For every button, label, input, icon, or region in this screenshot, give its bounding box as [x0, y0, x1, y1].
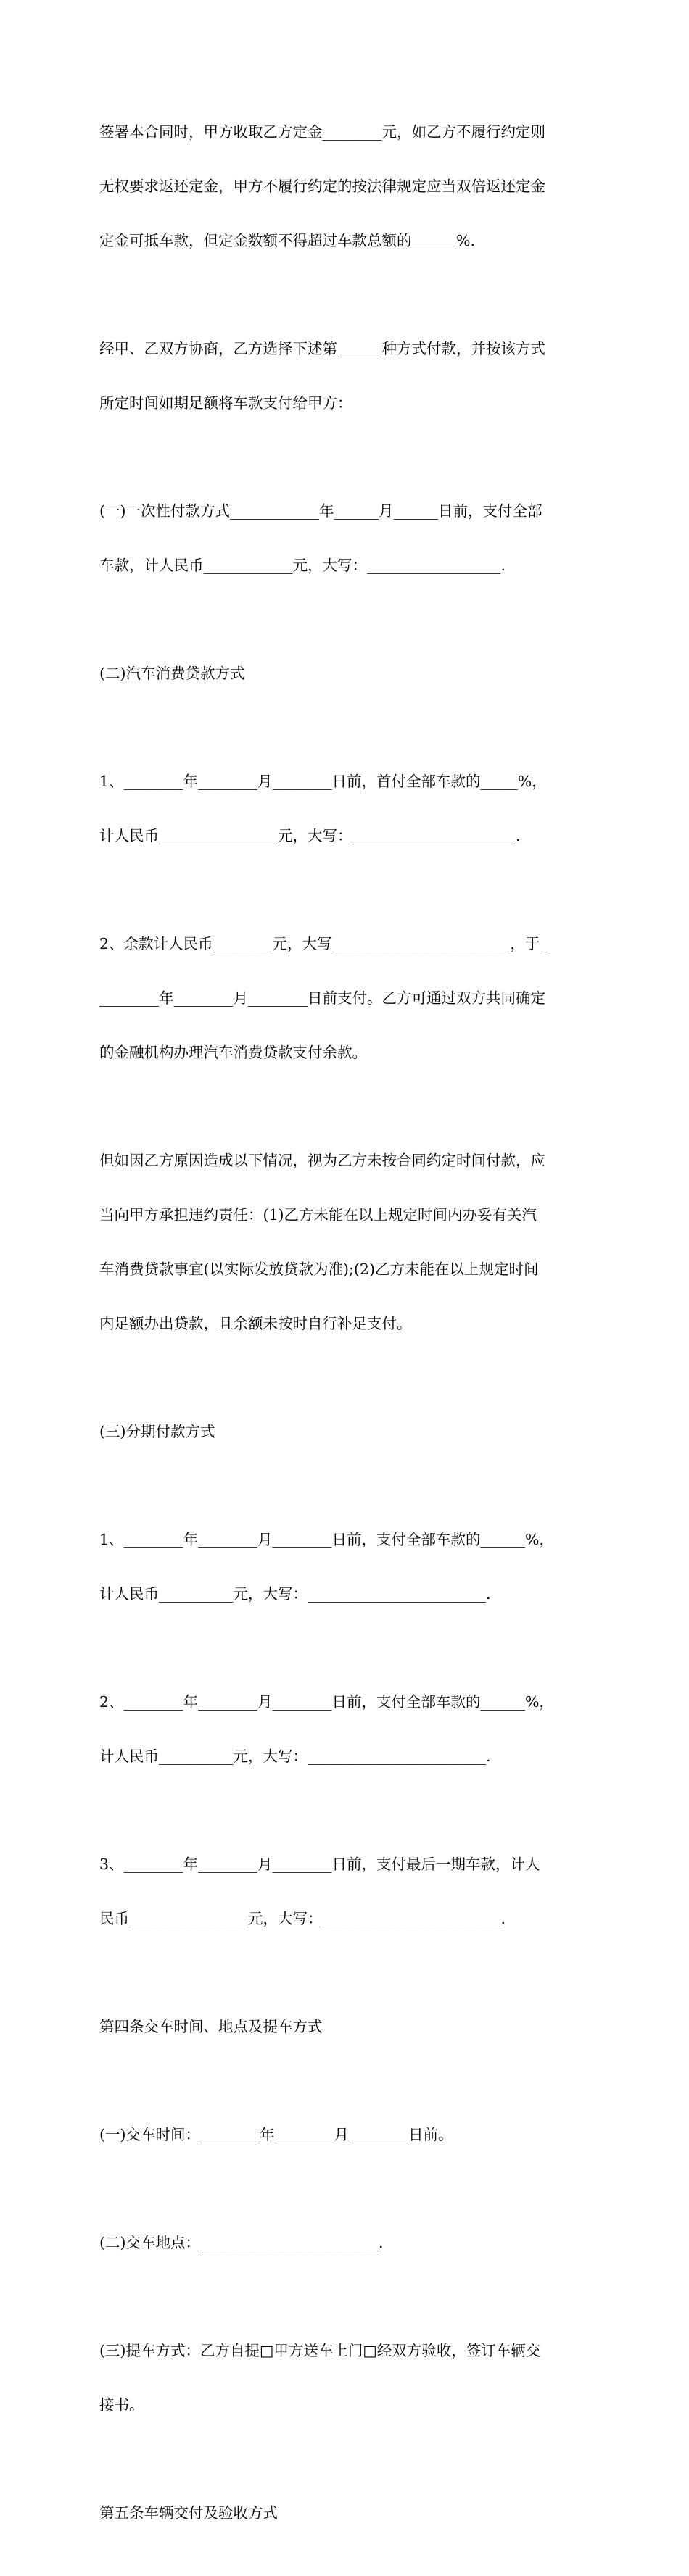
text-line: (一)一次性付款方式____________年______月______日前，支付全部 [99, 502, 542, 520]
loan-item-1 [99, 736, 593, 881]
article-5-heading [99, 2468, 593, 2559]
loan-item-2 [99, 899, 593, 1098]
installment-item-3 [99, 1819, 593, 1964]
text-line: 2、________年________月________日前，支付全部车款的______%， [99, 1693, 555, 1711]
text-line: 内足额办出贷款，且余额未按时自行补足支付。 [99, 1315, 412, 1332]
text-line: 但如因乙方原因造成以下情况，视为乙方未按合同约定时间付款，应 [99, 1152, 545, 1169]
loan-payment-heading [99, 628, 593, 719]
text-line: 车消费贷款事宜(以实际发放贷款为准);(2)乙方未能在以上规定时间 [99, 1260, 539, 1278]
text-line: 定金可抵车款，但定金数额不得超过车款总额的______%. [99, 232, 475, 249]
installment-item-1 [99, 1495, 593, 1640]
text-line: 3、________年________月________日前，支付最后一期车款，计人 [99, 1856, 540, 1873]
text-line: 的金融机构办理汽车消费贷款支付余款。 [99, 1044, 367, 1061]
text-line: 第五条车辆交付及验收方式 [99, 2504, 278, 2522]
text-line: (二)汽车消费贷款方式 [99, 665, 245, 682]
text-line: 计人民币__________元，大写：________________________. [99, 1585, 491, 1603]
delivery-location [99, 2198, 593, 2288]
deposit-clause [99, 87, 593, 286]
text-line: 签署本合同时，甲方收取乙方定金________元，如乙方不履行约定则 [99, 123, 545, 141]
text-line: 经甲、乙双方协商，乙方选择下述第______种方式付款，并按该方式 [99, 340, 545, 357]
text-line: 无权要求返还定金，甲方不履行约定的按法律规定应当双倍返还定金 [99, 178, 545, 195]
text-line: (三)分期付款方式 [99, 1423, 215, 1440]
payment-method-intro [99, 304, 593, 449]
contract-page [99, 87, 593, 2576]
text-line: 第四条交车时间、地点及提车方式 [99, 2018, 323, 2035]
text-line: 接书。 [99, 2396, 144, 2414]
delivery-time [99, 2090, 593, 2180]
text-line: 民币________________元，大写：________________________. [99, 1910, 506, 1927]
pickup-method [99, 2306, 593, 2451]
text-line: (三)提车方式：乙方自提□甲方送车上门□经双方验收，签订车辆交 [99, 2342, 541, 2359]
text-line: 1、________年________月________日前，支付全部车款的______%， [99, 1531, 555, 1548]
installment-item-2 [99, 1657, 593, 1802]
text-line: 1、________年________月________日前，首付全部车款的_____%， [99, 773, 547, 790]
text-line: 2、余款计人民币________元，大写________________________，于_ [99, 935, 548, 952]
text-line: 计人民币__________元，大写：________________________. [99, 1748, 491, 1765]
lump-sum-payment [99, 466, 593, 611]
text-line: 所定时间如期足额将车款支付给甲方： [99, 394, 352, 412]
text-line: 计人民币________________元，大写：______________________. [99, 827, 521, 844]
text-line: 车款，计人民币____________元，大写：__________________. [99, 557, 506, 574]
article-4-heading [99, 1982, 593, 2072]
text-line: (二)交车地点：________________________. [99, 2234, 384, 2251]
breach-clause [99, 1115, 593, 1369]
text-line: 当向甲方承担违约责任：(1)乙方未能在以上规定时间内办妥有关汽 [99, 1206, 537, 1223]
installment-heading [99, 1387, 593, 1477]
text-line: (一)交车时间：________年________月________日前。 [99, 2126, 453, 2143]
text-line: ________年________月________日前支付。乙方可通过双方共同确定 [99, 989, 545, 1007]
